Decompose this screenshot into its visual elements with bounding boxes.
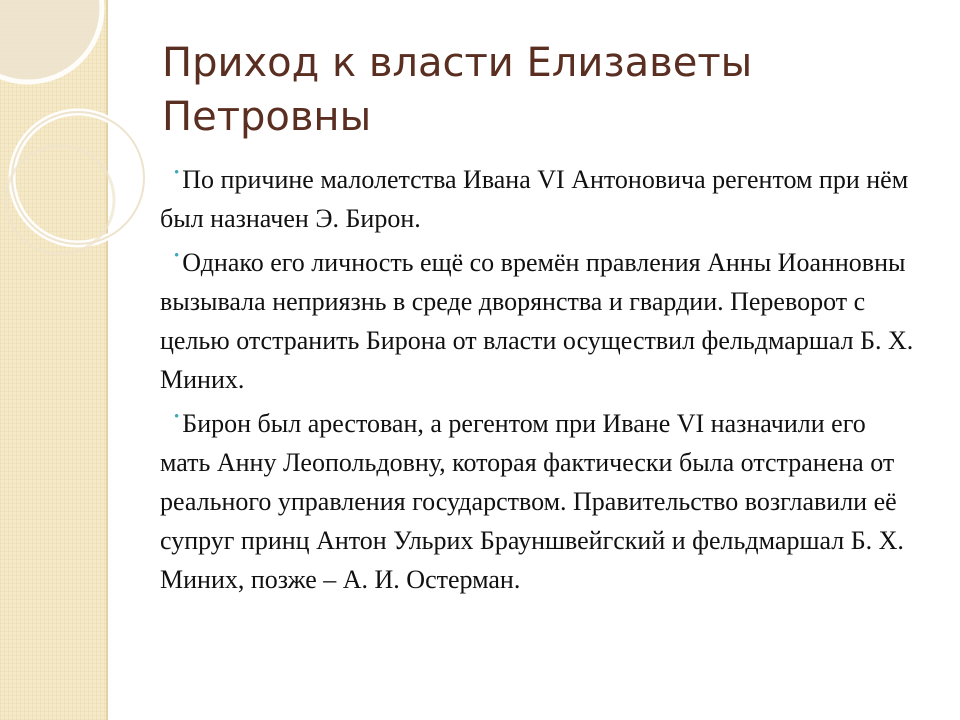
bullet-marker: •	[174, 409, 180, 425]
bullet-text: По причине малолетства Ивана VI Антоновича регентом при нём был назначен Э. Бирон.	[160, 165, 909, 233]
bullet-text: Однако его личность ещё со времён правления Анны Иоанновны вызывала неприязнь в среде дворянства и гвардии. Переворот с целью отстранить Бирона от власти осуществил фельдмаршал Б. Х. Миних.	[160, 248, 914, 394]
bullet-list	[160, 160, 920, 604]
bullet-item	[160, 243, 920, 399]
bullet-text: Бирон был арестован, а регентом при Иване VI назначили его мать Анну Леопольдовну, которая фактически была отстранена от реального управления государством. Правительство возглавили её супруг принц Антон Ульрих Брауншвейгский и фельдмаршал Б. Х. Миних, позже – А. И. Остерман.	[160, 409, 904, 594]
decorative-rings-ornament	[0, 0, 140, 260]
bullet-item	[160, 404, 920, 599]
bullet-item	[160, 160, 920, 238]
slide-title: Приход к власти Елизаветы Петровны	[162, 40, 753, 140]
bullet-marker: •	[174, 165, 180, 181]
bullet-marker: •	[174, 248, 180, 264]
